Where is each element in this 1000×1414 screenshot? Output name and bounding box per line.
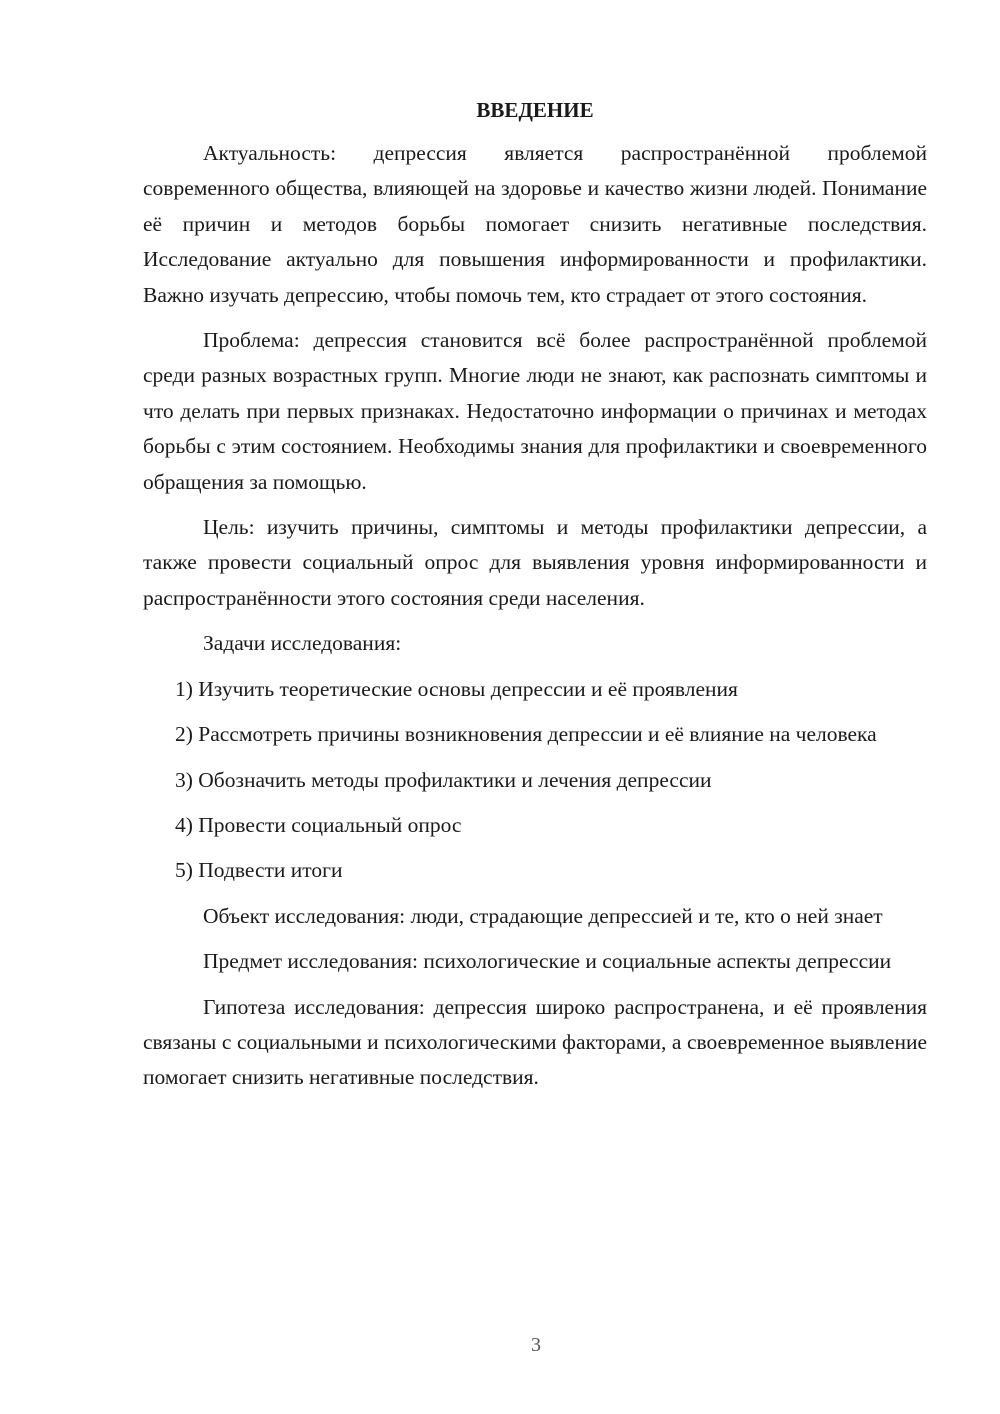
task-item-5: 5) Подвести итоги bbox=[175, 858, 343, 883]
hypothesis-paragraph: Гипотеза исследования: депрессия широко распространена, и её проявления связаны с социальными и психологическими факторами, а своевременное выявление помогает снизить негативные последствия. bbox=[143, 994, 927, 1090]
document-page bbox=[143, 96, 927, 1106]
task-item-1: 1) Изучить теоретические основы депрессии и её проявления bbox=[175, 676, 738, 701]
page-number: 3 bbox=[531, 1334, 541, 1356]
task-item-2: 2) Рассмотреть причины возникновения депрессии и её влияние на человека bbox=[175, 722, 877, 747]
task-item-3: 3) Обозначить методы профилактики и лечения депрессии bbox=[175, 767, 712, 792]
problem-paragraph: Проблема: депрессия становится всё более распространённой проблемой среди разных возрастных групп. Многие люди не знают, как распознать симптомы и что делать при первых признаках. Недостаточно информации о причинах и методах борьбы с этим состоянием. Необходимы знания для профилактики и своевременного обращения за помощью. bbox=[143, 328, 927, 494]
tasks-title: Задачи исследования: bbox=[203, 631, 402, 656]
object-paragraph: Объект исследования: люди, страдающие депрессией и те, кто о ней знает bbox=[203, 903, 883, 928]
subject-paragraph: Предмет исследования: психологические и социальные аспекты депрессии bbox=[203, 949, 892, 974]
task-item-4: 4) Провести социальный опрос bbox=[175, 812, 462, 837]
relevance-paragraph: Актуальность: депрессия является распространённой проблемой современного общества, влияющей на здоровье и качество жизни людей. Понимание её причин и методов борьбы помогает снизить негативные последствия. Исследование актуально для повышения информированности и профилактики. Важно изучать депрессию, чтобы помочь тем, кто страдает от этого состояния. bbox=[143, 141, 927, 307]
section-heading: ВВЕДЕНИЕ bbox=[476, 98, 594, 122]
goal-paragraph: Цель: изучить причины, симптомы и методы профилактики депрессии, а также провести социальный опрос для выявления уровня информированности и распространённости этого состояния среди населения. bbox=[143, 515, 927, 610]
